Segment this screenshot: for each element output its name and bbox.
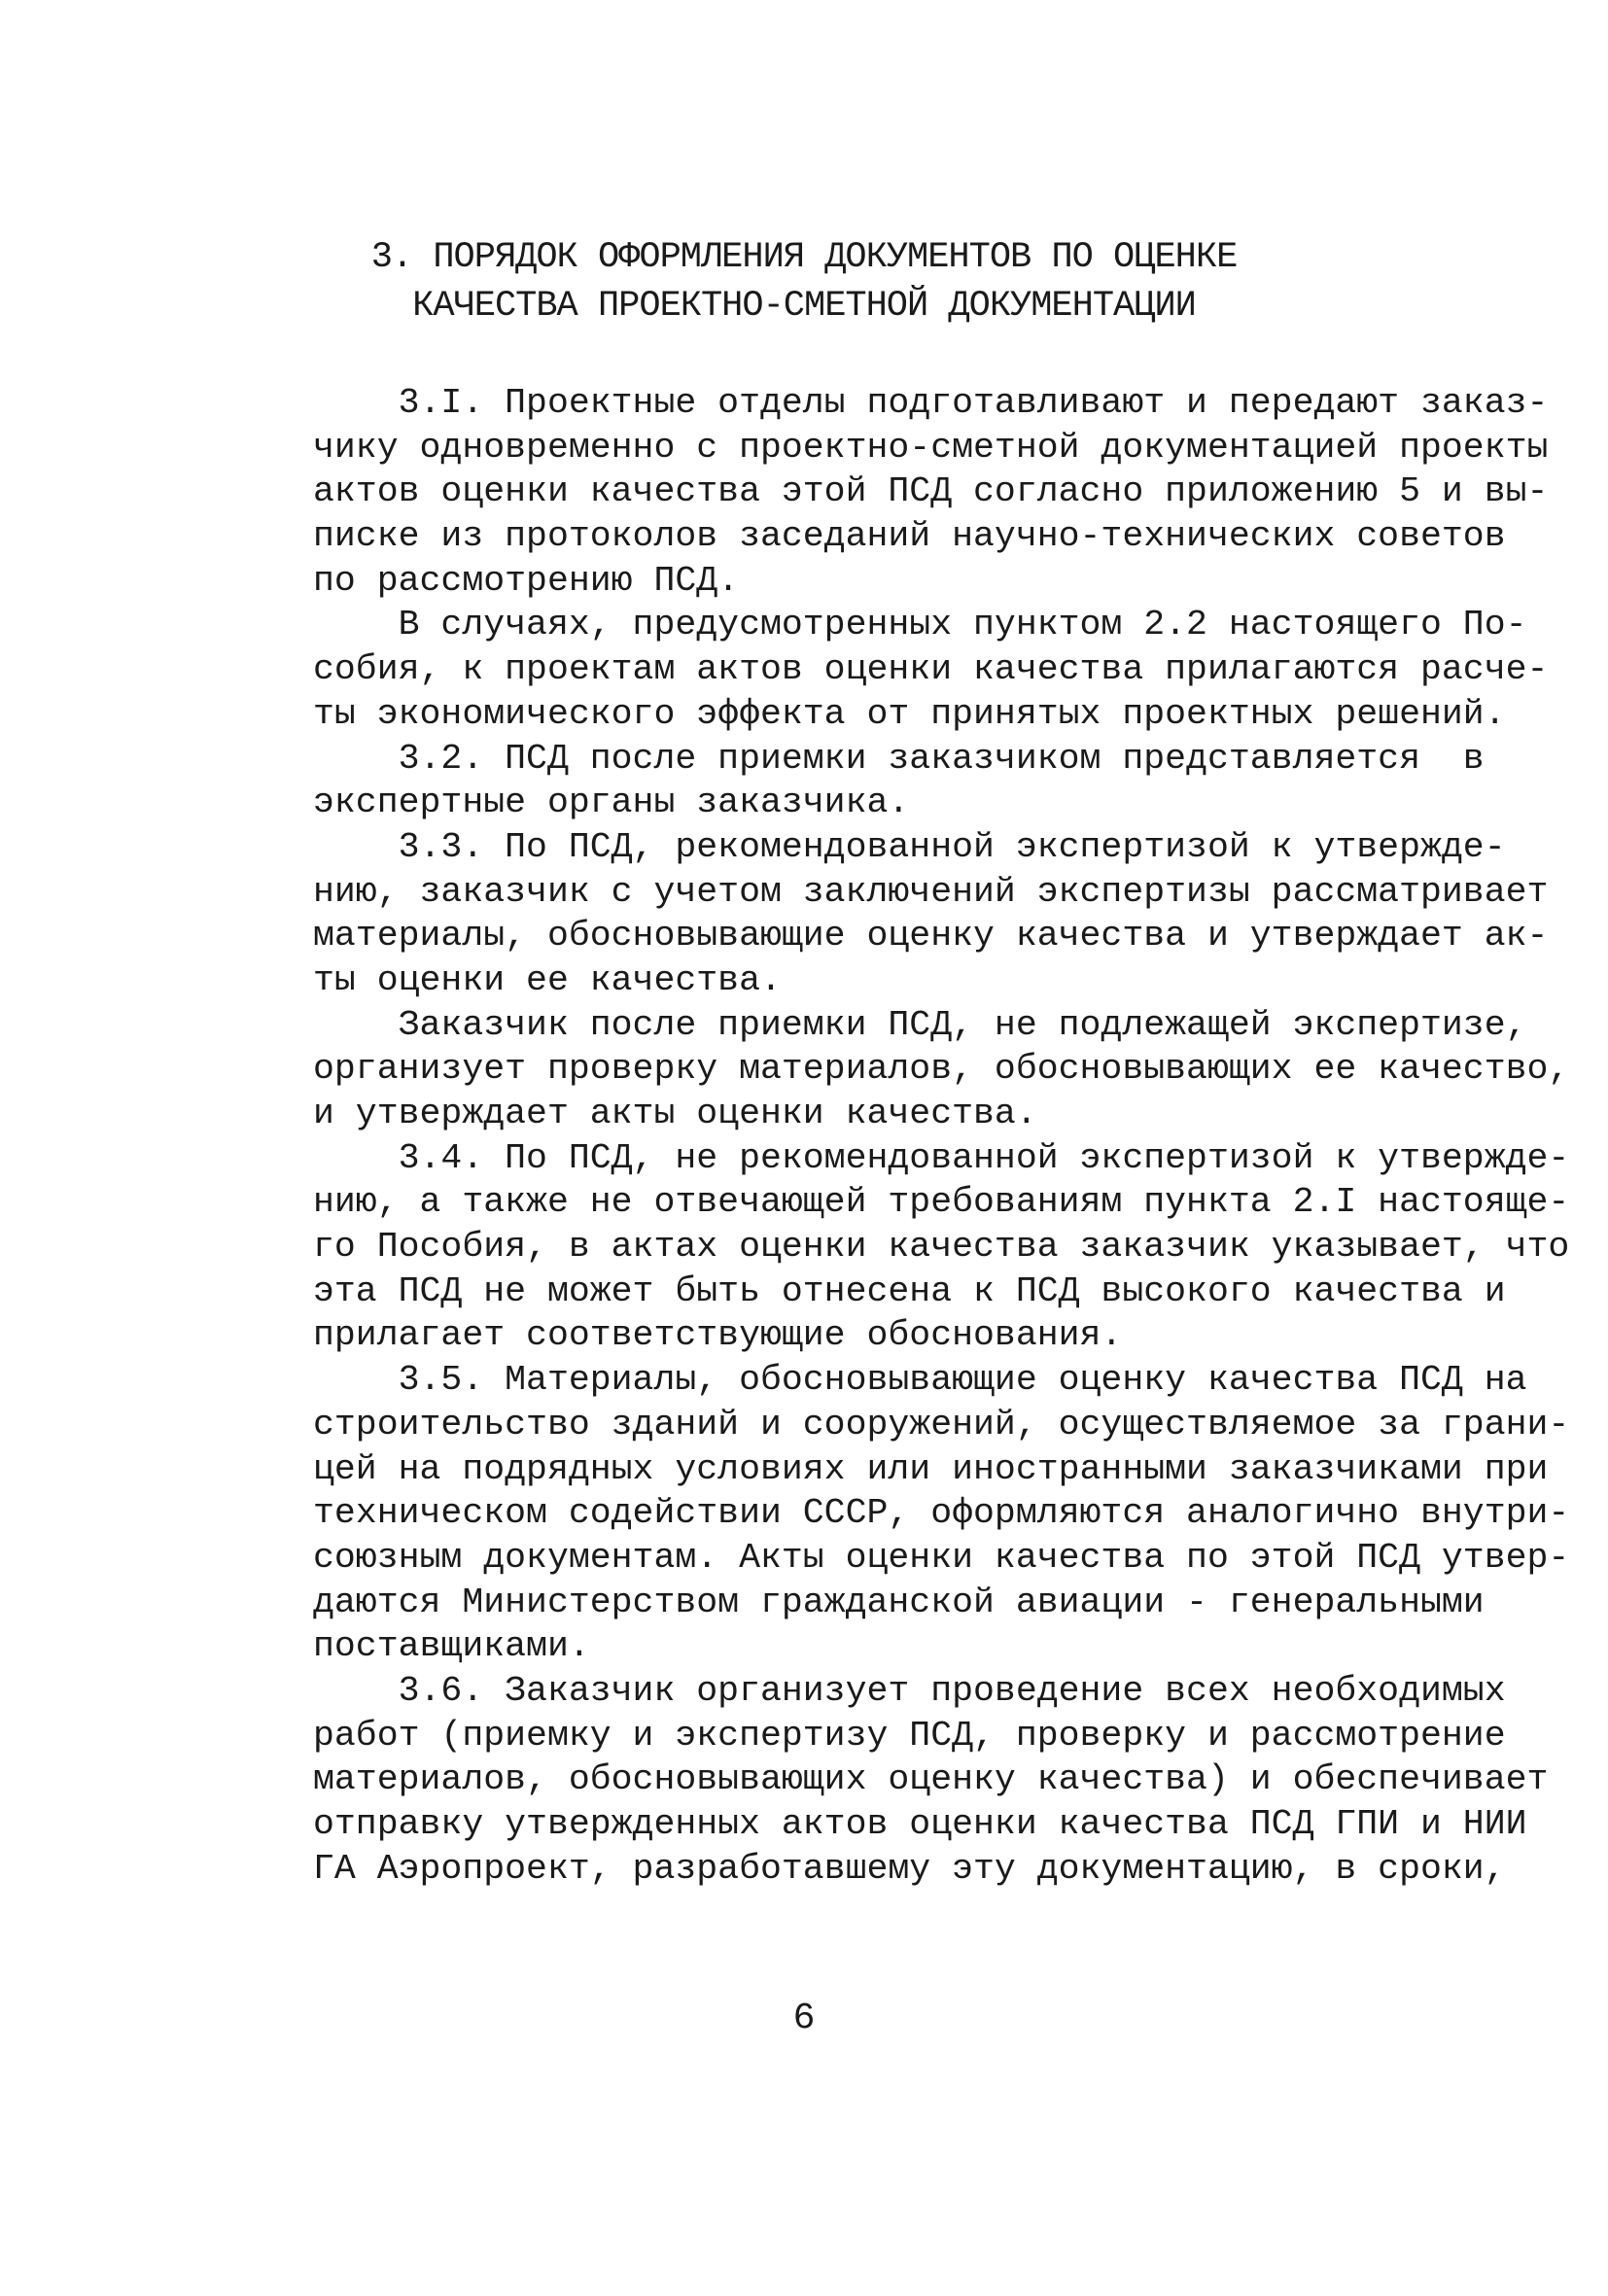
text-line: В случаях, предусмотренных пунктом 2.2 настоящего По- <box>313 605 1527 645</box>
text-line: актов оценки качества этой ПСД согласно приложению 5 и вы- <box>313 471 1549 512</box>
text-line: чику одновременно с проектно-сметной документацией проекты <box>313 427 1549 468</box>
section-title-line-1: 3. ПОРЯДОК ОФОРМЛЕНИЯ ДОКУМЕНТОВ ПО ОЦЕНКЕ <box>370 237 1238 278</box>
text-line: экспертные органы заказчика. <box>313 783 910 823</box>
text-line: 3.2. ПСД после приемки заказчиком представляется в <box>313 738 1485 779</box>
text-line: го Пособия, в актах оценки качества заказчик указывает, что <box>313 1227 1570 1268</box>
text-line: техническом содействии СССР, оформляются аналогично внутри- <box>313 1493 1570 1534</box>
text-line: прилагает соответствующие обоснования. <box>313 1315 1123 1356</box>
text-line: даются Министерством гражданской авиации - генеральными <box>313 1582 1485 1622</box>
text-line: собия, к проектам актов оценки качества прилагаются расче- <box>313 649 1549 690</box>
text-line: по рассмотрению ПСД. <box>313 560 740 601</box>
text-line: 3.4. По ПСД, не рекомендованной экспертизой к утвержде- <box>313 1137 1570 1178</box>
text-line: нию, заказчик с учетом заключений экспертизы рассматривает <box>313 871 1549 912</box>
text-line: ты экономического эффекта от принятых проектных решений. <box>313 693 1506 734</box>
text-line: поставщиками. <box>313 1626 590 1667</box>
section-title-line-2: КАЧЕСТВА ПРОЕКТНО-СМЕТНОЙ ДОКУМЕНТАЦИИ <box>412 286 1196 327</box>
text-line: 3.5. Материалы, обосновывающие оценку качества ПСД на <box>313 1360 1527 1401</box>
text-line: 3.I. Проектные отделы подготавливают и передают заказ- <box>313 383 1549 423</box>
section-title <box>0 233 1608 330</box>
text-line: и утверждает акты оценки качества. <box>313 1094 1037 1133</box>
text-line: ты оценки ее качества. <box>313 959 782 1000</box>
text-line: 3.6. Заказчик организует проведение всех необходимых <box>313 1670 1506 1711</box>
body-text <box>313 381 1570 1891</box>
text-line: материалы, обосновывающие оценку качества и утверждает ак- <box>313 916 1549 957</box>
page-number: 6 <box>792 1998 816 2039</box>
text-line: отправку утвержденных актов оценки качества ПСД ГПИ и НИИ <box>313 1804 1527 1844</box>
text-line: работ (приемку и экспертизу ПСД, проверку и рассмотрение <box>313 1715 1506 1756</box>
text-line: строительство зданий и сооружений, осуществляемое за грани- <box>313 1404 1570 1444</box>
text-line: организует проверку материалов, обосновывающих ее качество, <box>313 1049 1570 1090</box>
text-line: 3.3. По ПСД, рекомендованной экспертизой к утвержде- <box>313 826 1506 867</box>
text-line: писке из протоколов заседаний научно-технических советов <box>313 516 1506 557</box>
text-line: материалов, обосновывающих оценку качества) и обеспечивает <box>313 1759 1549 1800</box>
text-line: цей на подрядных условиях или иностранными заказчиками при <box>313 1448 1549 1489</box>
text-line: нию, а также не отвечающей требованиям пункта 2.I настояще- <box>313 1182 1570 1223</box>
text-line: союзным документам. Акты оценки качества по этой ПСД утвер- <box>313 1537 1570 1578</box>
text-line: Заказчик после приемки ПСД, не подлежащей экспертизе, <box>313 1004 1527 1045</box>
text-line: эта ПСД не может быть отнесена к ПСД высокого качества и <box>313 1270 1506 1311</box>
text-line: ГА Аэропроект, разработавшему эту документацию, в сроки, <box>313 1848 1506 1889</box>
